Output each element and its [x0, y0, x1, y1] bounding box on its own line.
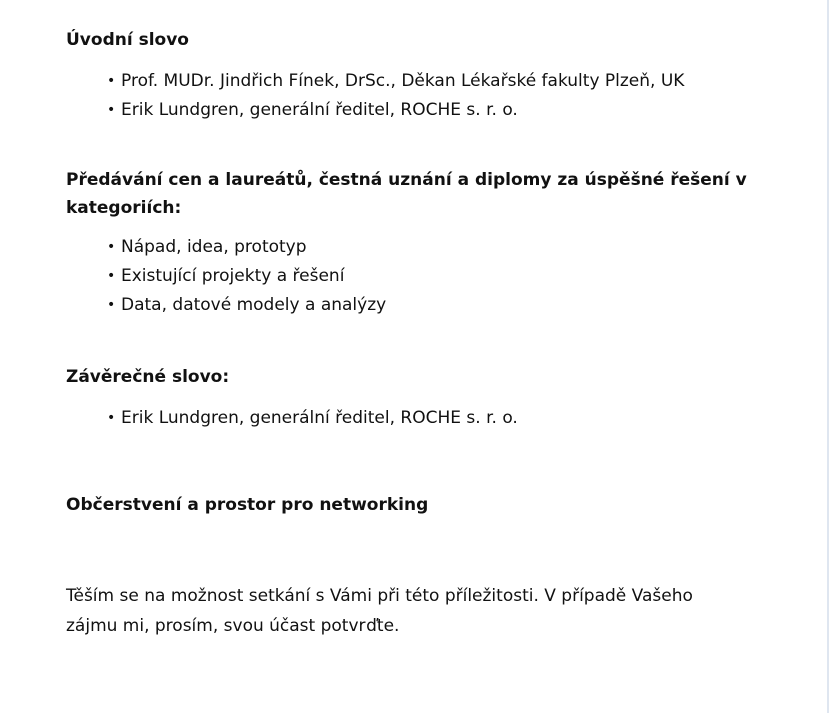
- bullet-list: [66, 404, 766, 433]
- section-heading: Závěrečné slovo:: [66, 367, 230, 387]
- closing-paragraph-wrap: [66, 581, 766, 641]
- section-refreshments: [66, 491, 766, 519]
- list-item: • Existující projekty a řešení: [66, 262, 766, 291]
- section-awards: [66, 166, 766, 320]
- bullet-list: [66, 233, 766, 320]
- section-heading: Předávání cen a laureátů, čestná uznání a diplomy za úspěšné řešení v kategoriích:: [66, 170, 747, 218]
- section-heading: Občerstvení a prostor pro networking: [66, 495, 429, 515]
- list-item: • Data, datové modely a analýzy: [66, 291, 766, 320]
- section-opening: [66, 26, 766, 125]
- section-closing-speech: [66, 363, 766, 433]
- closing-paragraph: Těším se na možnost setkání s Vámi při této příležitosti. V případě Vašeho zájmu mi, prosím, svou účast potvrďte.: [66, 586, 693, 636]
- list-item: • Erik Lundgren, generální ředitel, ROCHE s. r. o.: [66, 96, 766, 125]
- list-item: • Prof. MUDr. Jindřich Fínek, DrSc., Děkan Lékařské fakulty Plzeň, UK: [66, 67, 766, 96]
- list-item: • Erik Lundgren, generální ředitel, ROCHE s. r. o.: [66, 404, 766, 433]
- section-heading: Úvodní slovo: [66, 30, 189, 50]
- list-item: • Nápad, idea, prototyp: [66, 233, 766, 262]
- bullet-list: [66, 67, 766, 125]
